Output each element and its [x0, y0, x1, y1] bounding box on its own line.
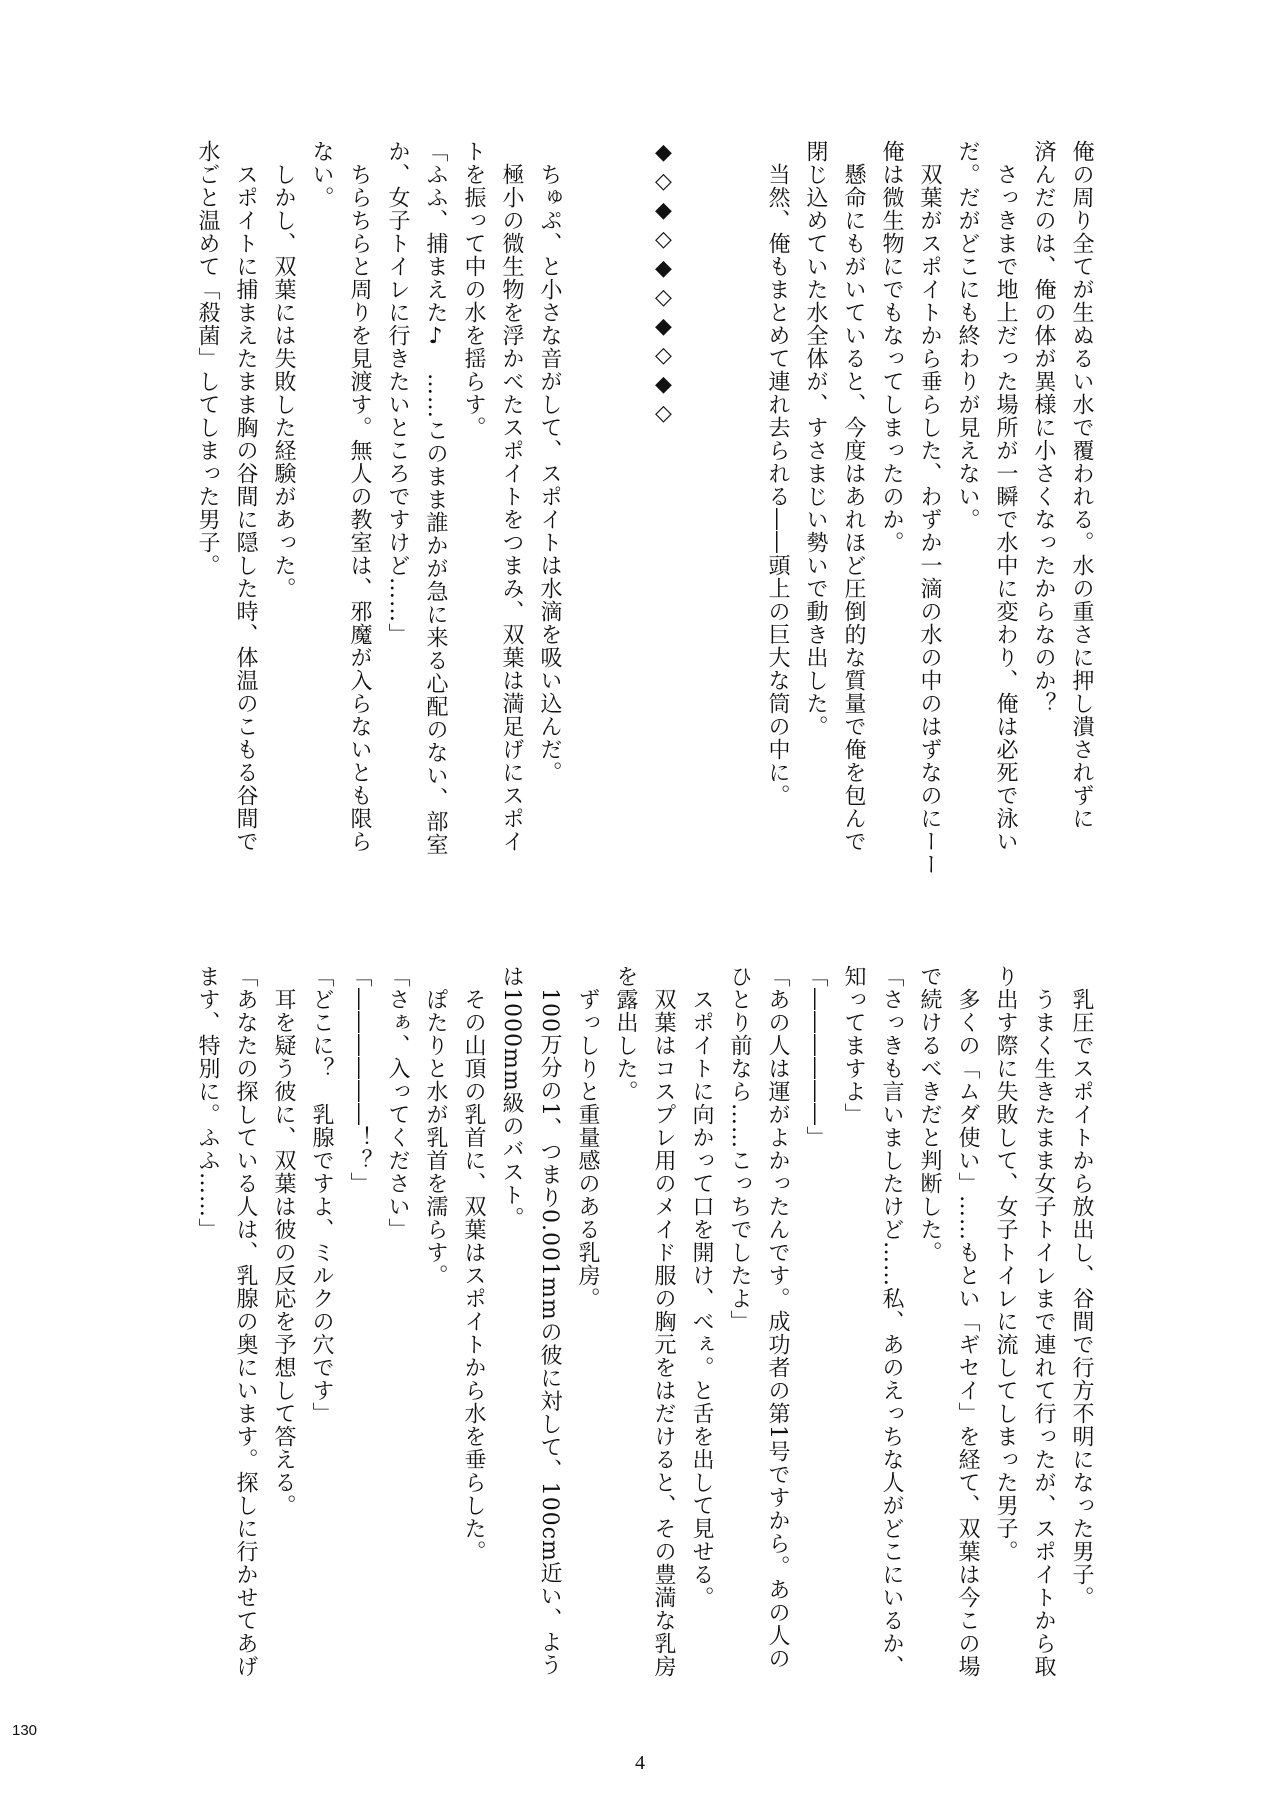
- text-line: ぽたりと水が乳首を濡らす。: [423, 965, 448, 1287]
- text-line: か、女子トイレに行きたいところですけど……」: [385, 140, 410, 646]
- text-line: 双葉はコスプレ用のメイド服の胸元をはだけると、その豊満な乳房: [651, 965, 676, 1678]
- text-line: [682, 140, 720, 860]
- text-line: 俺は微生物にでもなってしまったのか。: [879, 140, 904, 554]
- text-line: で続けるべきだと判断した。: [917, 965, 942, 1264]
- text-line: 「ふふ、捕まえた♪ ……このまま誰かが急に来る心配のない、部室: [423, 140, 448, 856]
- text-line: り出す際に失敗して、女子トイレに流してしまった男子。: [993, 965, 1018, 1563]
- text-line: を露出した。: [613, 965, 638, 1103]
- text-line: さっきまで地上だった場所が一瞬で水中に変わり、俺は必死で泳い: [993, 140, 1018, 853]
- text-line: 「どこに？ 乳腺ですよ、ミルクの穴です」: [309, 965, 334, 1425]
- text-line: ずっしりと重量感のある乳房。: [575, 965, 600, 1310]
- folio-number: 130: [12, 1722, 38, 1739]
- text-line: 「あの人は運がよかったんです。成功者の第1号ですから。あの人の: [765, 965, 790, 1670]
- text-line: だ。だがどこにも終わりが見えない。: [955, 140, 980, 531]
- text-line: 「さぁ、入ってください」: [385, 965, 410, 1241]
- text-line: 「さっきも言いましたけど……私、あのえっちな人がどこにいるか、: [879, 965, 904, 1678]
- text-line: スポイトに捕まえたまま胸の谷間に隠した時、体温のこもる谷間で: [233, 140, 258, 853]
- text-line: ちらちらと周りを見渡す。無人の教室は、邪魔が入らないとも限ら: [347, 140, 372, 853]
- text-line: ます、特別に。ふふ……」: [195, 965, 220, 1241]
- top-text-block: [188, 140, 1100, 876]
- text-line: [720, 140, 758, 860]
- text-line: しかし、双葉には失敗した経験があった。: [271, 140, 296, 600]
- text-line: 乳圧でスポイトから放出し、谷間で行方不明になった男子。: [1069, 965, 1094, 1609]
- text-line: 「――――――！？」: [347, 965, 372, 1195]
- text-line: 水ごと温めて「殺菌」してしまった男子。: [195, 140, 220, 577]
- text-line: スポイトに向かって口を開け、べぇ。と舌を出して見せる。: [689, 965, 714, 1609]
- text-line: 極小の微生物を浮かべたスポイトをつまみ、双葉は満足げにスポイ: [499, 140, 524, 853]
- text-line: 多くの「ムダ使い」……もとい「ギセイ」を経て、双葉は今この場: [955, 965, 980, 1678]
- text-line: うまく生きたまま女子トイレまで連れて行ったが、スポイトから取: [1031, 965, 1056, 1678]
- text-line: 「あなたの探している人は、乳腺の奥にいます。探しに行かせてあげ: [233, 965, 258, 1678]
- text-line: その山頂の乳首に、双葉はスポイトから水を垂らした。: [461, 965, 486, 1563]
- page-number: 4: [635, 1752, 645, 1774]
- bottom-text-block: [188, 965, 1100, 1678]
- text-line: 俺の周り全てが生ぬるい水で覆われる。水の重さに押し潰されずに: [1069, 140, 1094, 830]
- text-line: 双葉がスポイトから垂らした、わずか一滴の水の中のはずなのにーー: [917, 140, 942, 876]
- text-line: [606, 140, 644, 860]
- text-line: 懸命にもがいていると、今度はあれほど圧倒的な質量で俺を包んで: [841, 140, 866, 853]
- text-line: 耳を疑う彼に、双葉は彼の反応を予想して答える。: [271, 965, 296, 1517]
- text-line: 「――――――」: [803, 965, 828, 1149]
- text-line: 閉じ込めていた水全体が、すさまじい勢いで動き出した。: [803, 140, 828, 738]
- text-line: ない。: [309, 140, 334, 209]
- text-line: ◆◇◆◇◆◇◆◇◆◇: [651, 140, 676, 430]
- text-line: ひとり前なら……こっちでしたよ」: [727, 965, 752, 1333]
- text-line: 当然、俺もまとめて連れ去られる――頭上の巨大な筒の中に。: [765, 140, 790, 807]
- text-line: トを振って中の水を揺らす。: [461, 140, 486, 439]
- text-line: 100万分の1、つまり0.001mmの彼に対して、100cm近い、よう: [537, 965, 562, 1677]
- text-line: 知ってますよ」: [841, 965, 866, 1126]
- text-line: は1000mm級のバスト。: [499, 965, 524, 1230]
- text-line: ちゅぷ、と小さな音がして、スポイトは水滴を吸い込んだ。: [537, 140, 562, 784]
- text-line: [568, 140, 606, 860]
- text-line: 済んだのは、俺の体が異様に小さくなったからなのか？: [1031, 140, 1056, 715]
